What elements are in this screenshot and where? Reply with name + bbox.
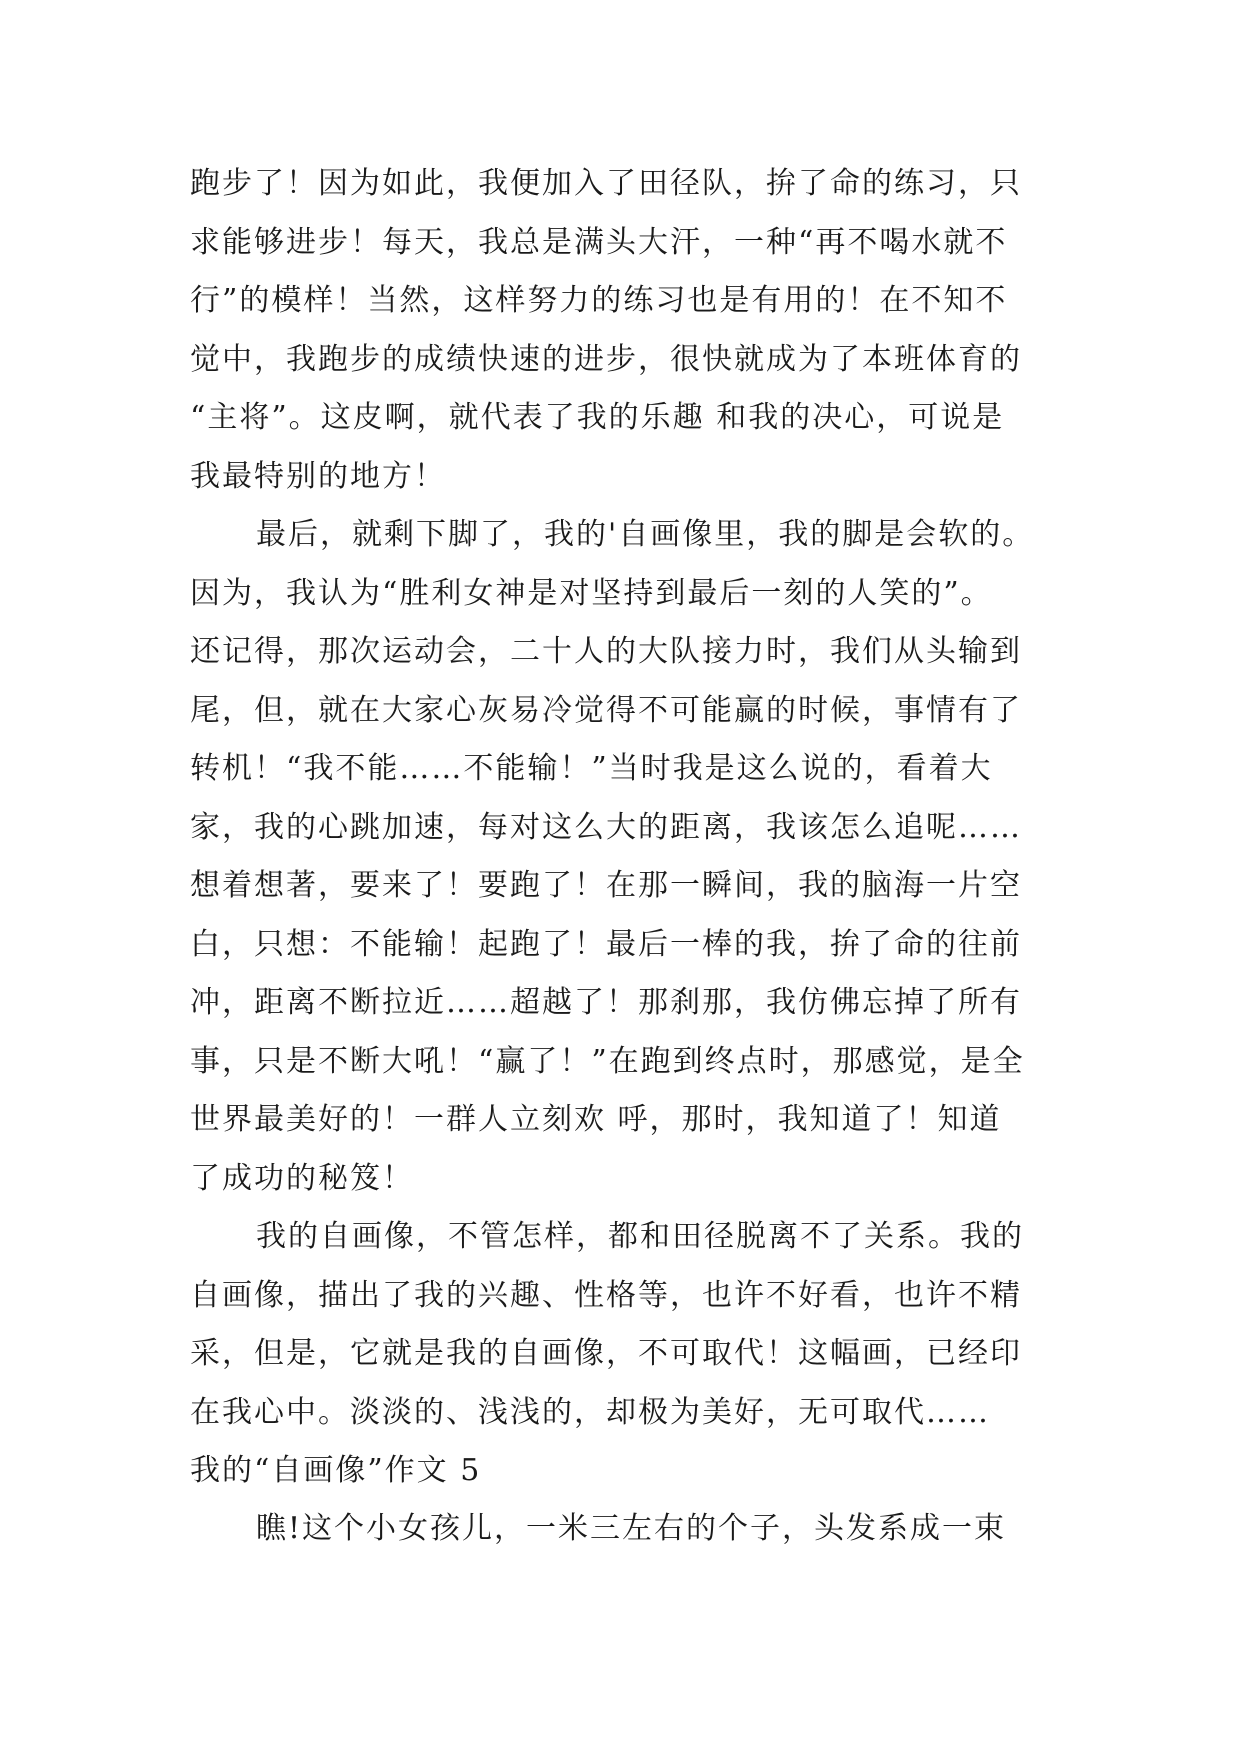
text-line: 在我心中。淡淡的、浅浅的，却极为美好，无可取代…… xyxy=(190,1394,990,1430)
paragraph xyxy=(190,155,1060,506)
text-line: 想着想著，要来了！要跑了！在那一瞬间，我的脑海一片空 xyxy=(190,868,1022,903)
text-line: 我最特别的地方！ xyxy=(190,458,446,494)
paragraph xyxy=(190,1500,1060,1559)
text-line: 行”的模样！当然，这样努力的练习也是有用的！在不知不 xyxy=(190,283,1008,318)
text-line: 我的自画像，不管怎样，都和田径脱离不了关系。我的 xyxy=(256,1219,1024,1254)
text-line: 冲，距离不断拉近……超越了！那刹那，我仿佛忘掉了所有 xyxy=(190,985,1022,1020)
text-line: 转机！“我不能……不能输！”当时我是这么说的，看着大 xyxy=(190,751,993,786)
text-line: “主将”。这皮啊，就代表了我的乐趣 和我的决心，可说是 xyxy=(190,400,1005,435)
text-line: 最后，就剩下脚了，我的'自画像里，我的脚是会软的。 xyxy=(256,517,1035,552)
text-line: 采，但是，它就是我的自画像，不可取代！这幅画，已经印 xyxy=(190,1336,1022,1371)
text-line: 尾，但，就在大家心灰易冷觉得不可能赢的时候，事情有了 xyxy=(190,692,1022,728)
text-line: 求能够进步！每天，我总是满头大汗，一种“再不喝水就不 xyxy=(190,224,1008,260)
text-line: 了成功的秘笈！ xyxy=(190,1160,414,1196)
text-line: 还记得，那次运动会，二十人的大队接力时，我们从头输到 xyxy=(190,634,1022,669)
text-line: 瞧!这个小女孩儿，一米三左右的个子，头发系成一束 xyxy=(256,1511,1007,1546)
text-line: 家，我的心跳加速，每对这么大的距离，我该怎么追呢…… xyxy=(190,809,1022,845)
essay-title: 我的“自画像”作文 5 xyxy=(190,1453,482,1488)
body-text xyxy=(190,155,1060,1559)
text-line: 世界最美好的！一群人立刻欢 呼，那时，我知道了！知道 xyxy=(190,1102,1002,1137)
paragraph xyxy=(190,1208,1060,1442)
text-line: 觉中，我跑步的成绩快速的进步，很快就成为了本班体育的 xyxy=(190,341,1022,377)
text-line: 白，只想：不能输！起跑了！最后一棒的我，拚了命的往前 xyxy=(190,926,1022,962)
text-line: 跑步了！因为如此，我便加入了田径队，拚了命的练习，只 xyxy=(190,166,1022,201)
text-line: 事，只是不断大吼！“赢了！”在跑到终点时，那感觉，是全 xyxy=(190,1043,1025,1079)
paragraph xyxy=(190,506,1060,1208)
text-line: 因为，我认为“胜利女神是对坚持到最后一刻的人笑的”。 xyxy=(190,575,993,611)
text-line: 自画像，描出了我的兴趣、性格等，也许不好看，也许不精 xyxy=(190,1277,1022,1313)
